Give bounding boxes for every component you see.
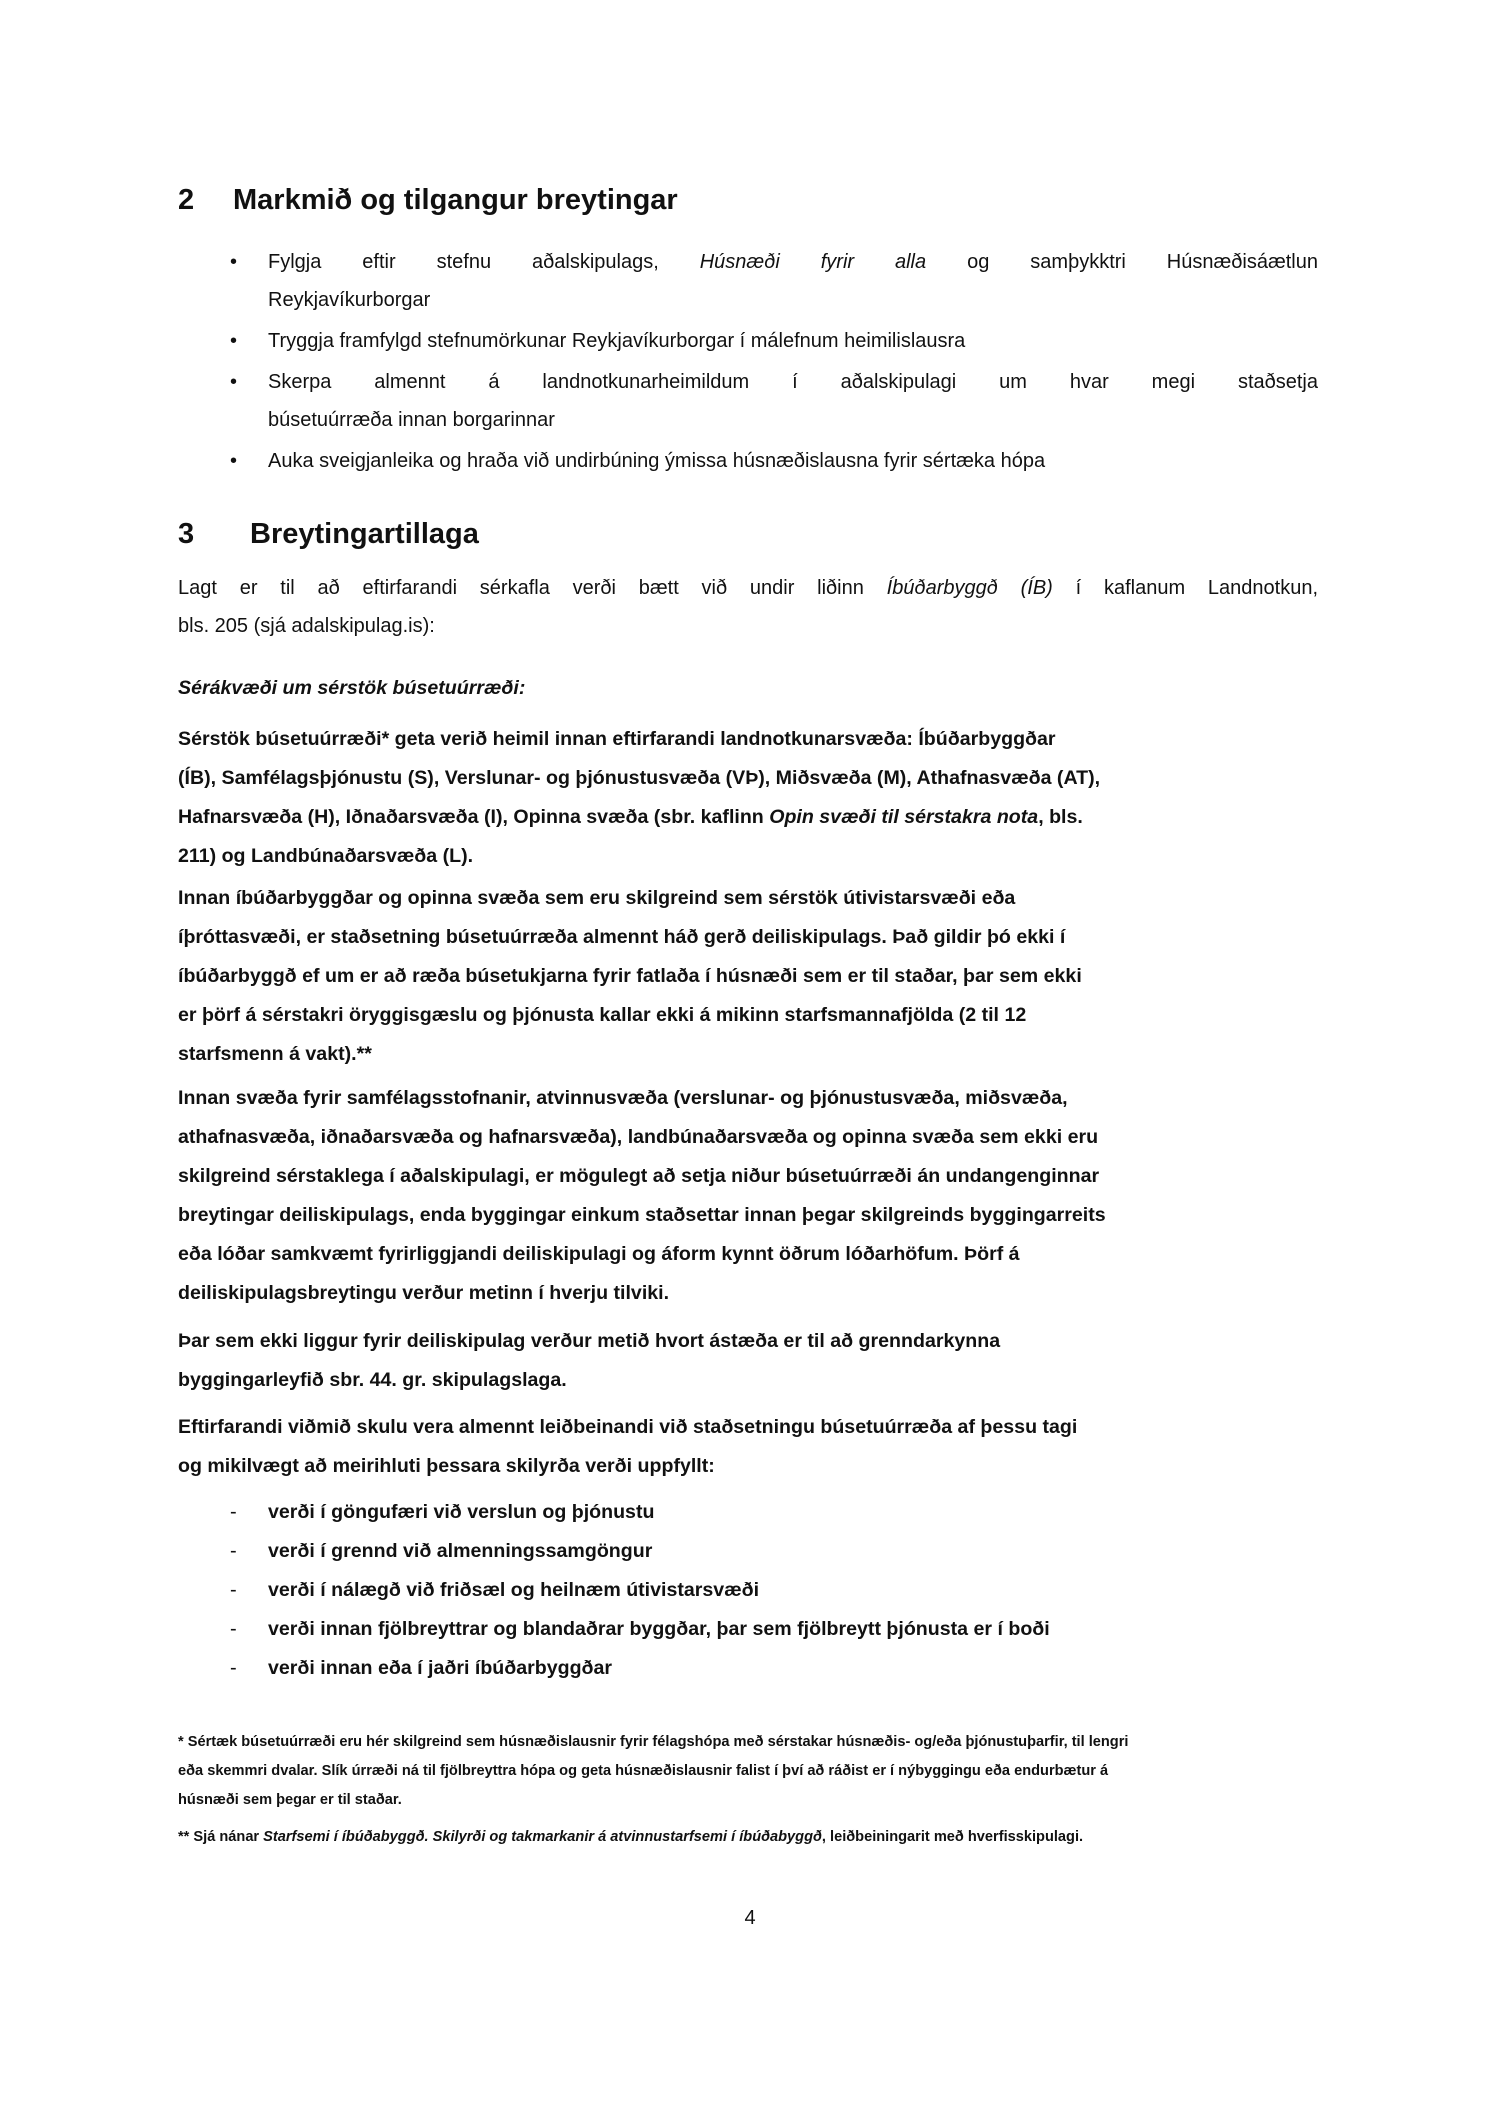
- section-title: Markmið og tilgangur breytingar: [233, 184, 678, 216]
- text-segment: skilgreind sérstaklega í aðalskipulagi, er mögulegt að setja niður búsetuúrræði án undangenginnar: [178, 1165, 1100, 1187]
- text-line: [178, 720, 1318, 759]
- text-segment: deiliskipulagsbreytingu verður metinn í hverju tilviki.: [178, 1282, 670, 1304]
- list-item: [178, 363, 1318, 439]
- text-segment: búsetuúrræða innan borgarinnar: [268, 409, 555, 431]
- text-line: [268, 322, 1318, 360]
- dash-icon: -: [230, 1501, 237, 1523]
- text-segment: Innan íbúðarbyggðar og opinna svæða sem eru skilgreind sem sérstök útivistarsvæði eða: [178, 887, 1016, 909]
- text-segment: , leiðbeiningarit með hverfisskipulagi.: [821, 1829, 1084, 1845]
- footnote-2: [178, 1823, 1318, 1852]
- text-line: [268, 281, 1318, 319]
- text-segment: Fylgja eftir stefnu aðalskipulags,: [268, 251, 700, 273]
- section-heading-2: [178, 180, 1318, 220]
- text-line: [178, 607, 1318, 645]
- text-line: [178, 996, 1318, 1035]
- text-segment: og samþykktri Húsnæðisáætlun: [926, 251, 1318, 273]
- text-segment: byggingarleyfið sbr. 44. gr. skipulagslaga.: [178, 1369, 567, 1391]
- text-line: [268, 1649, 1318, 1688]
- text-line: [178, 879, 1318, 918]
- section-number: 3: [178, 518, 195, 550]
- text-segment: íbúðarbyggð ef um er að ræða búsetukjarna fyrir fatlaða í húsnæði sem er til staðar, þar sem ekki: [178, 965, 1082, 987]
- text-line: [178, 1322, 1318, 1361]
- list-item: [178, 322, 1318, 360]
- text-segment: Eftirfarandi viðmið skulu vera almennt leiðbeinandi við staðsetningu búsetuúrræða af þessu tagi: [178, 1416, 1078, 1438]
- dash-icon: -: [230, 1579, 237, 1601]
- text-line: [178, 1157, 1318, 1196]
- text-segment: verði innan eða í jaðri íbúðarbyggðar: [268, 1657, 613, 1679]
- text-line: [268, 1610, 1318, 1649]
- italic-text: Opin svæði til sérstakra nota: [769, 806, 1039, 828]
- paragraph-permitted-zones: [178, 720, 1318, 876]
- text-line: [178, 1447, 1318, 1486]
- text-line: [178, 1196, 1318, 1235]
- text-line: [268, 401, 1318, 439]
- paragraph-criteria-intro: [178, 1408, 1318, 1486]
- text-line: [178, 1079, 1318, 1118]
- text-segment: er þörf á sérstakri öryggisgæslu og þjónusta kallar ekki á mikinn starfsmannafjölda (2 til 12: [178, 1004, 1027, 1026]
- list-item: [178, 442, 1318, 480]
- text-line: [268, 1493, 1318, 1532]
- section-heading-3: [178, 514, 1318, 554]
- text-line: [178, 759, 1318, 798]
- list-item: [178, 1649, 1318, 1688]
- text-line: [268, 1571, 1318, 1610]
- text-segment: íþróttasvæði, er staðsetning búsetuúrræða almennt háð gerð deiliskipulags. Það gildir þó ekki í: [178, 926, 1066, 948]
- list-item: [178, 1532, 1318, 1571]
- text-segment: Tryggja framfylgd stefnumörkunar Reykjavíkurborgar í málefnum heimilislausra: [268, 330, 966, 352]
- paragraph-no-plan: [178, 1322, 1318, 1400]
- dash-icon: -: [230, 1618, 237, 1640]
- bullet-icon: •: [230, 330, 238, 352]
- criteria-dash-list: [178, 1493, 1318, 1688]
- text-segment: eða lóðar samkvæmt fyrirliggjandi deiliskipulagi og áform kynnt öðrum lóðarhöfum. Þörf á: [178, 1243, 1020, 1265]
- text-segment: eða skemmri dvalar. Slík úrræði ná til fjölbreyttra hópa og geta húsnæðislausnir falist í því að ráðist er í nýbyggingu eða endurbætur á: [178, 1763, 1109, 1779]
- text-line: [268, 243, 1318, 281]
- text-line: [178, 837, 1318, 876]
- list-item: [178, 1493, 1318, 1532]
- bullet-icon: •: [230, 371, 238, 393]
- text-line: [268, 1532, 1318, 1571]
- text-line: [178, 1408, 1318, 1447]
- text-line: [178, 1786, 1318, 1815]
- section-title: Breytingartillaga: [250, 518, 479, 550]
- bullet-icon: •: [230, 450, 238, 472]
- dash-icon: -: [230, 1657, 237, 1679]
- text-line: [178, 669, 1318, 708]
- text-segment: verði í göngufæri við verslun og þjónustu: [268, 1501, 655, 1523]
- bullet-icon: •: [230, 251, 238, 273]
- text-line: [268, 363, 1318, 401]
- intro-paragraph: [178, 569, 1318, 645]
- text-segment: Auka sveigjanleika og hraða við undirbúning ýmissa húsnæðislausna fyrir sértæka hópa: [268, 450, 1046, 472]
- text-segment: athafnasvæða, iðnaðarsvæða og hafnarsvæða), landbúnaðarsvæða og opinna svæða sem ekki eru: [178, 1126, 1099, 1148]
- text-line: [178, 798, 1318, 837]
- italic-text: Sérákvæði um sérstök búsetuúrræði:: [178, 677, 526, 699]
- list-item: [178, 243, 1318, 319]
- list-item: [178, 1610, 1318, 1649]
- italic-text: Húsnæði fyrir alla: [699, 251, 927, 273]
- goals-bullet-list: [178, 243, 1318, 483]
- text-segment: verði innan fjölbreyttrar og blandaðrar byggðar, þar sem fjölbreytt þjónusta er í boði: [268, 1618, 1050, 1640]
- text-segment: breytingar deiliskipulags, enda byggingar einkum staðsettar innan þegar skilgreinds byggingarreits: [178, 1204, 1106, 1226]
- paragraph-residential-areas: [178, 879, 1318, 1074]
- text-line: [178, 1823, 1318, 1852]
- section-number: 2: [178, 184, 195, 216]
- text-segment: (ÍB), Samfélagsþjónustu (S), Verslunar- og þjónustusvæða (VÞ), Miðsvæða (M), Athafnasvæða (AT),: [178, 767, 1101, 789]
- text-segment: Lagt er til að eftirfarandi sérkafla verði bætt við undir liðinn: [178, 577, 887, 599]
- text-line: [178, 957, 1318, 996]
- text-segment: og mikilvægt að meirihluti þessara skilyrða verði uppfyllt:: [178, 1455, 715, 1477]
- text-line: [178, 1757, 1318, 1786]
- text-line: [178, 1235, 1318, 1274]
- footnote-1: [178, 1728, 1318, 1815]
- text-line: [178, 1361, 1318, 1400]
- dash-icon: -: [230, 1540, 237, 1562]
- text-segment: verði í grennd við almenningssamgöngur: [268, 1540, 653, 1562]
- text-segment: Hafnarsvæða (H), Iðnaðarsvæða (I), Opinna svæða (sbr. kaflinn: [178, 806, 770, 828]
- paragraph-other-zones: [178, 1079, 1318, 1313]
- text-segment: Skerpa almennt á landnotkunarheimildum í aðalskipulagi um hvar megi staðsetja: [268, 371, 1318, 393]
- italic-text: Starfsemi í íbúðabyggð. Skilyrði og takmarkanir á atvinnustarfsemi í íbúðabyggð: [263, 1829, 822, 1845]
- text-line: [178, 1274, 1318, 1313]
- text-segment: ** Sjá nánar: [178, 1829, 264, 1845]
- subheading: [178, 669, 1318, 708]
- text-line: [178, 569, 1318, 607]
- text-line: [178, 918, 1318, 957]
- text-line: [178, 1728, 1318, 1757]
- text-segment: , bls.: [1038, 806, 1083, 828]
- text-segment: starfsmenn á vakt).**: [178, 1043, 372, 1065]
- text-segment: í kaflanum Landnotkun,: [1052, 577, 1318, 599]
- text-segment: bls. 205 (sjá adalskipulag.is):: [178, 615, 435, 637]
- text-segment: húsnæði sem þegar er til staðar.: [178, 1792, 402, 1808]
- text-segment: Sérstök búsetuúrræði* geta verið heimil innan eftirfarandi landnotkunarsvæða: Íbúðarbyggðar: [178, 728, 1056, 750]
- text-line: [268, 442, 1318, 480]
- text-segment: 211) og Landbúnaðarsvæða (L).: [178, 845, 474, 867]
- text-segment: Þar sem ekki liggur fyrir deiliskipulag verður metið hvort ástæða er til að grenndarkynna: [178, 1330, 1001, 1352]
- text-segment: verði í nálægð við friðsæl og heilnæm útivistarsvæði: [268, 1579, 760, 1601]
- text-segment: Reykjavíkurborgar: [268, 289, 431, 311]
- text-segment: * Sértæk búsetuúrræði eru hér skilgreind sem húsnæðislausnir fyrir félagshópa með sérstakar húsnæðis- og/eða þjónustuþarfir, til lengri: [178, 1734, 1129, 1750]
- page-number: 4: [744, 1907, 756, 1929]
- italic-text: Íbúðarbyggð (ÍB): [886, 577, 1053, 599]
- text-line: [178, 1035, 1318, 1074]
- list-item: [178, 1571, 1318, 1610]
- text-line: [178, 1118, 1318, 1157]
- text-segment: Innan svæða fyrir samfélagsstofnanir, atvinnusvæða (verslunar- og þjónustusvæða, miðsvæða,: [178, 1087, 1068, 1109]
